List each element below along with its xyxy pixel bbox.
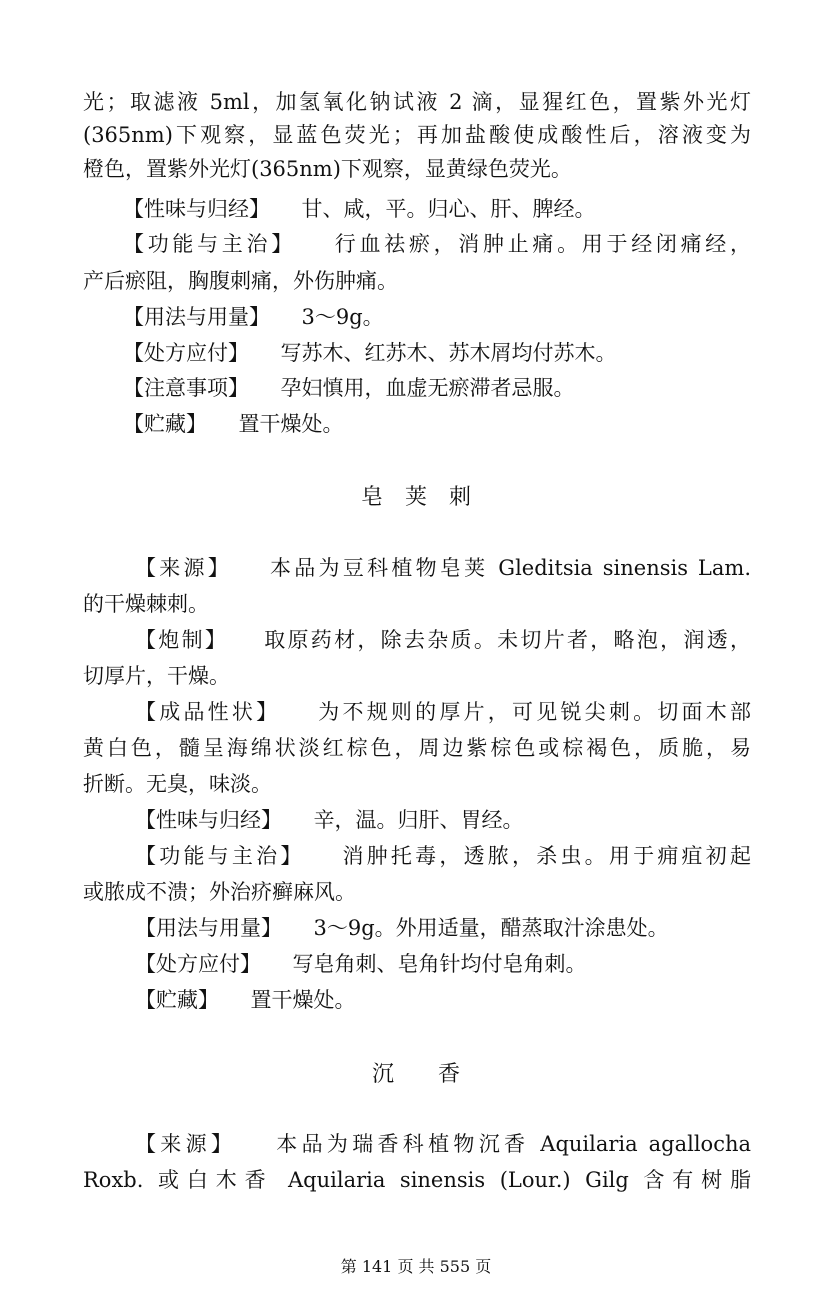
entry-prescription: 【处方应付】 写皂角刺、皂角针均付皂角刺。 bbox=[135, 952, 587, 976]
text-line: 产后瘀阻，胸腹刺痛，外伤肿痛。 bbox=[83, 269, 398, 293]
entry-source: 【来源】 本品为豆科植物皂荚 Gleditsia sinensis Lam. bbox=[135, 556, 751, 580]
entry-prescription: 【处方应付】 写苏木、红苏木、苏木屑均付苏木。 bbox=[123, 341, 617, 365]
entry-storage: 【贮藏】 置干燥处。 bbox=[123, 412, 344, 436]
text-line: 黄白色，髓呈海绵状淡红棕色，周边紫棕色或棕褐色，质脆，易 bbox=[83, 736, 751, 760]
text-line: 或脓成不溃；外治疥癣麻风。 bbox=[83, 880, 356, 904]
entry-processing: 【炮制】 取原药材，除去杂质。未切片者，略泡，润透， bbox=[135, 628, 751, 652]
entry-appearance: 【成品性状】 为不规则的厚片，可见锐尖刺。切面木部 bbox=[135, 700, 751, 724]
entry-flavor: 【性味与归经】 辛，温。归肝、胃经。 bbox=[135, 808, 524, 832]
text-line: (365nm)下观察，显蓝色荧光；再加盐酸使成酸性后，溶液变为 bbox=[83, 123, 751, 147]
entry-flavor: 【性味与归经】 甘、咸，平。归心、肝、脾经。 bbox=[123, 197, 596, 221]
entry-storage: 【贮藏】 置干燥处。 bbox=[135, 988, 356, 1012]
entry-dosage: 【用法与用量】 3～9g。外用适量，醋蒸取汁涂患处。 bbox=[135, 916, 669, 940]
entry-source: 【来源】 本品为瑞香科植物沉香 Aquilaria agallocha bbox=[135, 1132, 751, 1156]
text-line: 橙色，置紫外光灯(365nm)下观察，显黄绿色荧光。 bbox=[83, 157, 572, 181]
text-line: 的干燥棘刺。 bbox=[83, 592, 209, 616]
text-line: Roxb. 或白木香 Aquilaria sinensis (Lour.) Gilg 含有树脂 bbox=[83, 1168, 751, 1192]
entry-caution: 【注意事项】 孕妇慎用，血虚无瘀滞者忌服。 bbox=[123, 376, 575, 400]
section-title: 皂 荚 刺 bbox=[360, 485, 471, 510]
page-footer: 第 141 页 共 555 页 bbox=[340, 1257, 492, 1276]
text-line: 光；取滤液 5ml，加氢氧化钠试液 2 滴，显猩红色，置紫外光灯 bbox=[83, 90, 751, 114]
entry-function: 【功能与主治】 消肿托毒，透脓，杀虫。用于痈疽初起 bbox=[135, 844, 751, 868]
text-line: 切厚片，干燥。 bbox=[83, 664, 230, 688]
entry-function: 【功能与主治】 行血祛瘀，消肿止痛。用于经闭痛经， bbox=[123, 232, 751, 256]
text-line: 折断。无臭，味淡。 bbox=[83, 772, 272, 796]
entry-dosage: 【用法与用量】 3～9g。 bbox=[123, 305, 384, 329]
section-title: 沉 香 bbox=[371, 1062, 460, 1087]
